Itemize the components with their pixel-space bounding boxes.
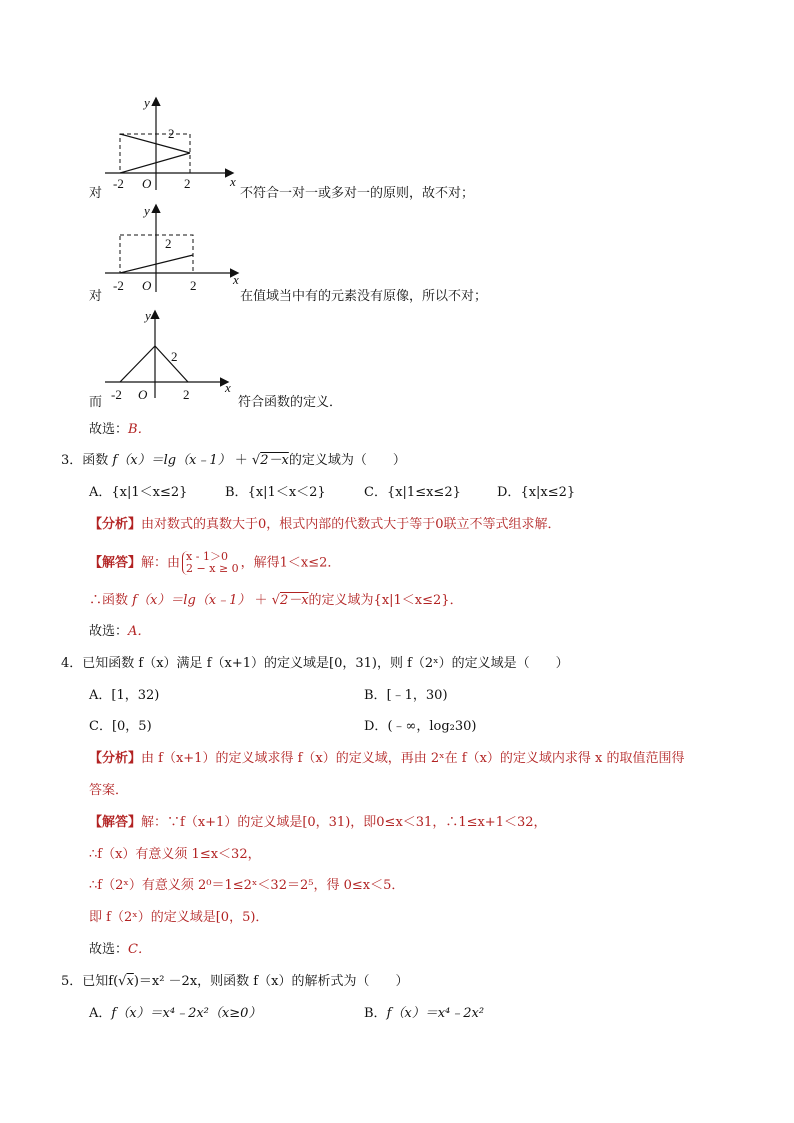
q4-solution-line3: ∴f（2ˣ）有意义须 2⁰＝1≤2ˣ＜32＝2⁵，得 0≤x＜5． [89, 878, 405, 893]
solution-tag: 【解答】 [89, 815, 142, 830]
question-number: 4． [61, 656, 83, 671]
option-label: B． [364, 1006, 387, 1021]
conclusion-function: f（x）＝lg（x﹣1） [132, 593, 251, 608]
solution-text: 解：∵f（x+1）的定义域是[0，31)，即0≤x＜31，∴1≤x+1＜32， [141, 815, 547, 830]
tick-top2: 2 [165, 236, 172, 251]
option-text: [1，32) [111, 688, 160, 703]
question-number: 3． [61, 453, 83, 468]
stem-function: f（x）＝lg（x﹣1） [112, 453, 231, 468]
fig2-prefix: 对 [89, 289, 103, 304]
q2-answer-line [89, 421, 151, 439]
option-text: {x|1＜x＜2} [247, 485, 326, 500]
origin-label: O [142, 278, 152, 293]
x-axis-label: x [233, 272, 239, 287]
fig1-comment: 不符合一对一或多对一的原则，故不对； [240, 186, 475, 201]
fig1-prefix: 对 [89, 186, 103, 201]
option-label: C． [364, 485, 387, 500]
option-text: {x|x≤2} [520, 485, 576, 500]
answer-choice: C． [128, 942, 151, 957]
answer-prefix: 故选： [89, 422, 129, 437]
solution-tag: 【解答】 [89, 555, 142, 571]
stem-text-end: )＝x² －2x，则函数 f（x）的解析式为（ ） [133, 974, 409, 989]
q3-option-d[interactable] [497, 484, 575, 502]
answer-choice: A． [128, 624, 151, 639]
y-axis-label: y [144, 203, 150, 218]
option-label: B． [364, 688, 387, 703]
option-label: C． [89, 719, 112, 734]
solution-text-end: ，解得1＜x≤2． [240, 555, 341, 571]
option-label: D． [364, 719, 388, 734]
fig2-comment: 在值域当中有的元素没有原像，所以不对； [240, 289, 488, 304]
conclusion-sqrt: 2－x [279, 593, 309, 608]
analysis-text: 由 f（x+1）的定义域求得 f（x）的定义域，再由 2ˣ在 f（x）的定义域内求得 x 的取值范围得 [141, 751, 685, 766]
option-label: D． [497, 485, 521, 500]
graph-3 [100, 306, 245, 406]
stem-sqrt: 2－x [260, 453, 289, 468]
tick-neg2: -2 [111, 387, 122, 402]
stem-text: 已知f( [82, 974, 119, 989]
tick-neg2: -2 [113, 176, 124, 191]
q4-option-c[interactable] [89, 718, 152, 736]
stem-text-end: 的定义域为（ ） [288, 453, 406, 468]
question-number: 5． [61, 974, 83, 989]
q4-option-d[interactable] [364, 718, 476, 736]
q5-stem: 5．已知f(√x)＝x² －2x，则函数 f（x）的解析式为（ ） [61, 974, 409, 989]
option-label: A． [89, 688, 112, 703]
stem-text: 已知函数 f（x）满足 f（x+1）的定义域是[0，31)，则 f（2ˣ）的定义域是（ ） [82, 656, 569, 671]
q3-option-a[interactable] [89, 484, 187, 502]
q4-stem [61, 655, 569, 673]
q5-option-a[interactable] [89, 1005, 261, 1023]
origin-label: O [138, 387, 148, 402]
tick-pos2: 2 [183, 387, 190, 402]
q3-option-b[interactable] [225, 484, 326, 502]
option-text: (﹣∞，log₂30) [387, 719, 477, 734]
tick-pos2: 2 [190, 278, 197, 293]
tick-neg2: -2 [113, 278, 124, 293]
tick-pos2: 2 [184, 176, 191, 191]
analysis-text: 由对数式的真数大于0，根式内部的代数式大于等于0联立不等式组求解． [141, 517, 561, 532]
analysis-tag: 【分析】 [89, 517, 142, 532]
answer-prefix: 故选： [89, 942, 129, 957]
q3-conclusion: ∴函数 f（x）＝lg（x﹣1） ＋ √2－x的定义域为{x|1＜x≤2}． [89, 593, 463, 608]
analysis-tag: 【分析】 [89, 751, 142, 766]
stem-sqrt: x [126, 974, 134, 989]
q4-analysis-line1 [89, 750, 685, 768]
graph-2 [100, 202, 245, 302]
answer-prefix: 故选： [89, 624, 129, 639]
tick-top2: 2 [171, 349, 178, 364]
option-label: A． [89, 1006, 112, 1021]
q4-analysis-line2: 答案． [89, 783, 129, 798]
answer-choice: B． [128, 422, 151, 437]
conclusion-text-end: 的定义域为{x|1＜x≤2}． [308, 593, 463, 608]
option-text: {x|1≤x≤2} [386, 485, 461, 500]
q4-solution-line4: 即 f（2ˣ）的定义域是[0，5)． [89, 910, 269, 925]
case-2: 2 − x ≥ 0 [186, 562, 239, 575]
q3-solution [89, 551, 340, 575]
q4-answer-line [89, 941, 151, 959]
inequality-system [182, 551, 239, 575]
option-text: [﹣1，30) [386, 688, 448, 703]
q3-stem: 3．函数 f（x）＝lg（x﹣1） ＋ √2－x的定义域为（ ） [61, 453, 406, 468]
case-1: x - 1＞0 [186, 550, 228, 563]
conclusion-text: ∴函数 [89, 593, 133, 608]
conclusion-plus: ＋ [250, 593, 272, 608]
x-axis-label: x [225, 380, 231, 395]
stem-text: 函数 [82, 453, 113, 468]
q3-option-c[interactable] [364, 484, 461, 502]
q3-answer-line [89, 623, 150, 641]
q4-option-b[interactable] [364, 687, 448, 705]
option-text: f（x）＝x⁴﹣2x² [386, 1006, 485, 1021]
fig3-prefix: 而 [89, 395, 103, 410]
option-label: A． [89, 485, 112, 500]
graph-1 [100, 94, 245, 194]
x-axis-label: x [230, 174, 236, 189]
option-text: [0，5) [111, 719, 152, 734]
y-axis-label: y [145, 308, 151, 323]
origin-label: O [142, 176, 152, 191]
q4-option-a[interactable] [89, 687, 159, 705]
q3-analysis [89, 516, 561, 534]
q5-option-b[interactable] [364, 1005, 484, 1023]
q4-solution-line2: ∴f（x）有意义须 1≤x＜32， [89, 847, 261, 862]
fig3-comment: 符合函数的定义． [238, 395, 343, 410]
stem-plus: ＋ [230, 453, 252, 468]
y-axis-label: y [144, 95, 150, 110]
option-label: B． [225, 485, 248, 500]
q4-solution-line1 [89, 814, 547, 832]
option-text: f（x）＝x⁴﹣2x²（x≥0） [111, 1006, 262, 1021]
solution-text: 解：由 [141, 555, 181, 571]
tick-top2: 2 [168, 126, 175, 141]
option-text: {x|1＜x≤2} [111, 485, 188, 500]
